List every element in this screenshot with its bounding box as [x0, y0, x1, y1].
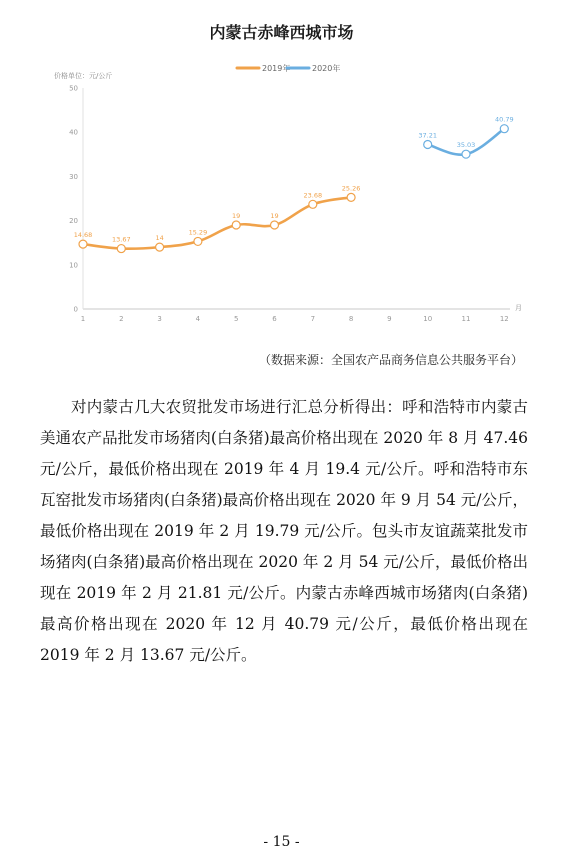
- data-labels: [74, 116, 514, 244]
- page-number: - 15 -: [263, 834, 300, 850]
- x-tick-label: 2: [119, 315, 124, 323]
- data-label: 23.68: [303, 191, 323, 200]
- data-point: [232, 221, 240, 229]
- data-point: [500, 125, 508, 133]
- data-point: [347, 193, 355, 201]
- data-label: 35.03: [456, 141, 476, 150]
- x-tick-label: 9: [387, 315, 392, 323]
- x-tick-label: 5: [233, 315, 239, 323]
- y-axis-label: 价格单位：元/公斤: [54, 72, 113, 80]
- data-label: 14: [155, 234, 164, 243]
- data-point: [79, 240, 87, 248]
- y-tick-label: 50: [69, 84, 78, 93]
- data-point: [156, 243, 164, 251]
- chart-title: 内蒙古赤峰西城市场: [209, 23, 354, 42]
- data-point: [117, 245, 125, 253]
- x-tick-label: 8: [348, 315, 354, 323]
- x-axis-label: 月: [515, 304, 522, 312]
- data-point: [462, 150, 470, 158]
- series-lines: [83, 129, 504, 249]
- x-tick-label: 7: [310, 315, 316, 323]
- source-note: （数据来源：全国农产品商务信息公共服务平台）: [258, 353, 523, 367]
- data-label: 13.67: [111, 235, 131, 244]
- data-label: 25.26: [341, 184, 361, 193]
- x-tick-label: 10: [423, 315, 433, 323]
- x-tick-label: 3: [157, 315, 162, 323]
- data-point: [309, 200, 317, 208]
- x-tick-label: 4: [195, 315, 201, 323]
- data-label: 37.21: [418, 131, 438, 140]
- legend-label-2020: 2020年: [312, 64, 341, 73]
- x-tick-label: 12: [499, 315, 509, 323]
- legend: [237, 63, 340, 73]
- data-label: 19: [270, 212, 279, 221]
- y-tick-label: 10: [69, 261, 78, 270]
- x-tick-label: 1: [80, 315, 86, 323]
- data-point: [271, 221, 279, 229]
- data-point: [194, 237, 202, 245]
- analysis-paragraph: 对内蒙古几大农贸批发市场进行汇总分析得出：呼和浩特市内蒙古美通农产品批发市场猪肉(白条猪)最高价格出现在 2020 年 8 月 47.46 元/公斤，最低价格出现在 2019 年 4 月 19.4 元/公斤。呼和浩特市东瓦窑批发市场猪肉(白条猪)最高价格出现在 2020 年 9 月 54 元/公斤，最低价格出现在 2019 年 2 月 19.79 元/公斤。包头市友谊蔬菜批发市场猪肉(白条猪)最高价格出现在 2020 年 2 月 54 元/公斤，最低价格出现在 2019 年 2 月 21.81 元/公斤。内蒙古赤峰西城市场猪肉(白条猪)最高价格出现在 2020 年 12 月 40.79 元/公斤，最低价格出现在 2019 年 2 月 13.67 元/公斤。: [40, 398, 528, 664]
- x-ticks: [81, 315, 509, 323]
- x-tick-label: 6: [272, 315, 277, 323]
- x-tick-label: 11: [461, 315, 471, 323]
- data-point: [424, 141, 432, 149]
- line-chart: [40, 55, 530, 325]
- y-tick-label: 30: [69, 172, 78, 181]
- y-ticks: [69, 85, 78, 314]
- data-label: 40.79: [494, 115, 514, 124]
- y-tick-label: 20: [69, 217, 78, 226]
- data-points: [79, 125, 508, 253]
- y-tick-label: 40: [69, 128, 78, 137]
- legend-label-2019: 2019年: [262, 64, 291, 73]
- y-tick-label: 0: [73, 305, 78, 314]
- data-label: 15.29: [188, 228, 208, 237]
- data-label: 14.68: [73, 231, 93, 240]
- data-label: 19: [232, 212, 241, 221]
